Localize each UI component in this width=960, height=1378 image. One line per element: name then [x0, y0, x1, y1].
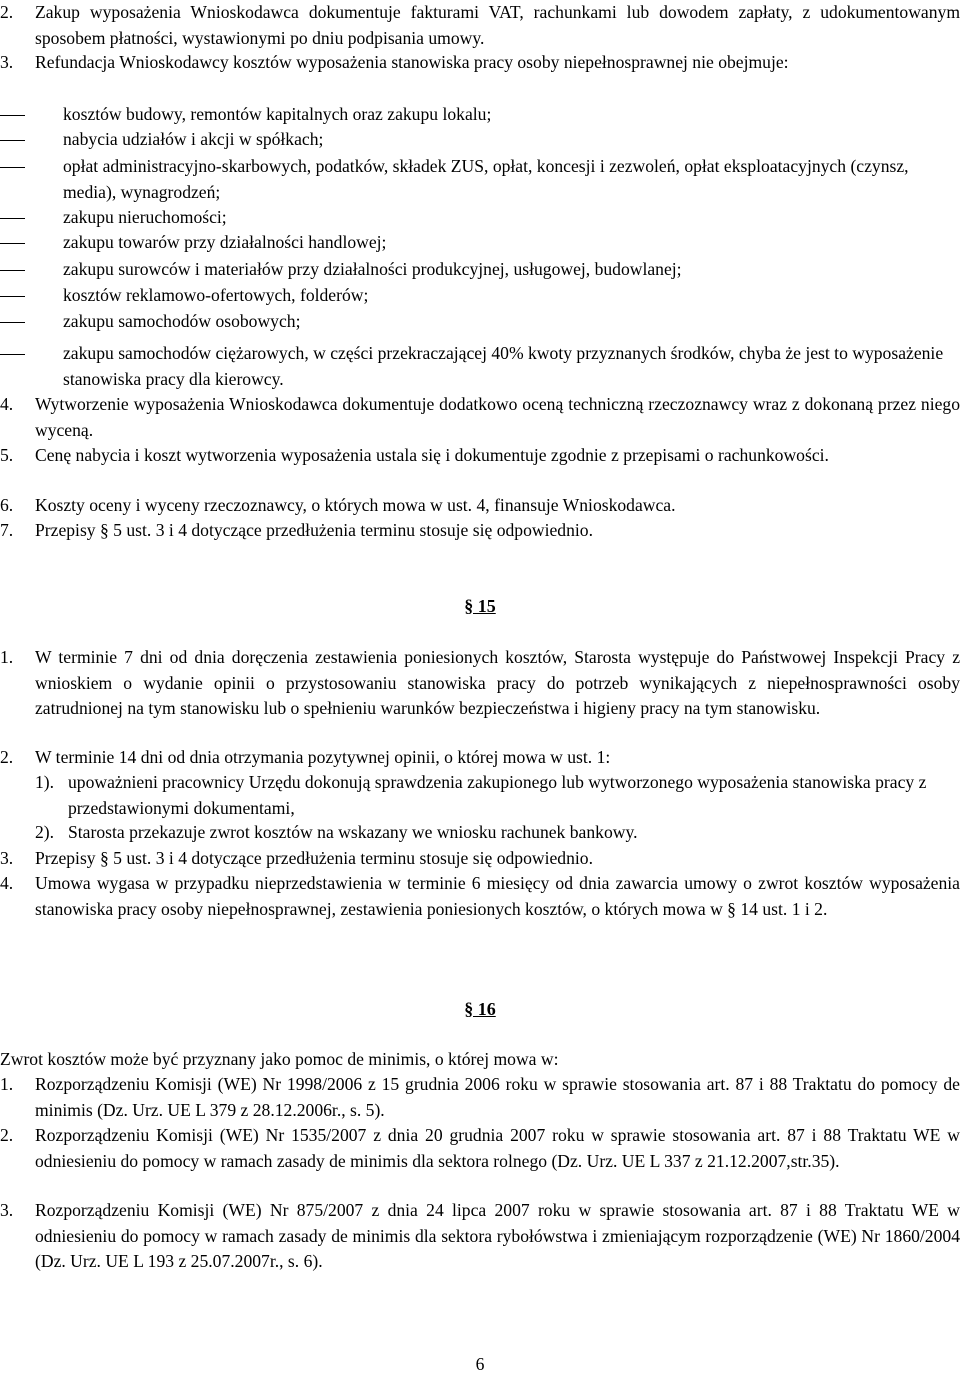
exclusion-item [0, 230, 960, 256]
list-item-2 [0, 0, 960, 51]
section15-item-1 [0, 645, 960, 722]
sub-item-text: Starosta przekazuje zwrot kosztów na wskazany we wniosku rachunek bankowy. [68, 822, 638, 842]
dash-bullet [0, 296, 25, 297]
exclusion-text: kosztów reklamowo-ofertowych, folderów; [63, 285, 369, 305]
exclusion-item [0, 309, 960, 335]
list-number: 1. [0, 1074, 14, 1094]
dash-bullet [0, 322, 25, 323]
exclusion-item [0, 127, 960, 153]
list-item-text: Rozporządzeniu Komisji (WE) Nr 1535/2007 z dnia 20 grudnia 2007 roku w sprawie stosowania art. 87 i 88 Traktatu WE w odniesieniu do pomocy w ramach zasady de minimis dla sektora rolnego (Dz. Urz. UE L 337 z 21.12.2007,str.35). [35, 1125, 960, 1171]
list-item-text: Cenę nabycia i koszt wytworzenia wyposażenia ustala się i dokumentuje zgodnie z przepisami o rachunkowości. [35, 445, 829, 465]
exclusion-text: opłat administracyjno-skarbowych, podatków, składek ZUS, opłat, koncesji i zezwoleń, opłat eksploatacyjnych (czynsz, media), wynagrodzeń; [63, 156, 909, 202]
dash-bullet [0, 115, 25, 116]
list-number: 7. [0, 520, 14, 540]
exclusion-text: zakupu towarów przy działalności handlowej; [63, 232, 387, 252]
list-item-text: Zakup wyposażenia Wnioskodawca dokumentuje fakturami VAT, rachunkami lub dowodem zapłaty, z udokumentowanym sposobem płatności, wystawionymi po dniu podpisania umowy. [35, 2, 960, 48]
list-item-text: W terminie 7 dni od dnia doręczenia zestawienia poniesionych kosztów, Starosta występuje do Państwowej Inspekcji Pracy z wnioskiem o wydanie opinii o przystosowaniu stanowiska pracy do potrzeb wynikających z niepełnosprawności osoby zatrudnionej na tym stanowisku lub o spełnieniu warunków bezpieczeństwa i higieny pracy na tym stanowisku. [35, 647, 960, 718]
section15-subitem-1 [0, 770, 960, 821]
section-heading-text: § 16 [464, 999, 496, 1019]
dash-bullet [0, 243, 25, 244]
section16-item-3 [0, 1198, 960, 1275]
list-number: 2. [0, 2, 14, 22]
intro-text: Zwrot kosztów może być przyznany jako pomoc de minimis, o której mowa w: [0, 1049, 559, 1069]
section-heading-text: § 15 [464, 596, 496, 616]
list-item-text: W terminie 14 dni od dnia otrzymania pozytywnej opinii, o której mowa w ust. 1: [35, 747, 611, 767]
dash-bullet [0, 270, 25, 271]
section15-item-4 [0, 871, 960, 922]
exclusion-text: nabycia udziałów i akcji w spółkach; [63, 129, 324, 149]
page-number: 6 [475, 1354, 485, 1374]
exclusion-text: kosztów budowy, remontów kapitalnych oraz zakupu lokalu; [63, 104, 492, 124]
sub-number: 1). [35, 772, 55, 792]
exclusion-text: zakupu samochodów ciężarowych, w części przekraczającej 40% kwoty przyznanych środków, chyba że jest to wyposażenie stanowiska pracy dla kierowcy. [63, 343, 944, 389]
list-item-7 [0, 518, 960, 544]
list-number: 3. [0, 52, 14, 72]
list-item-text: Przepisy § 5 ust. 3 i 4 dotyczące przedłużenia terminu stosuje się odpowiednio. [35, 520, 593, 540]
list-item-3 [0, 50, 960, 76]
list-item-text: Wytworzenie wyposażenia Wnioskodawca dokumentuje dodatkowo oceną techniczną rzeczoznawcy wraz z dokonaną przez niego wyceną. [35, 394, 960, 440]
section-heading-15 [0, 594, 960, 620]
exclusion-text: zakupu samochodów osobowych; [63, 311, 301, 331]
list-number: 2. [0, 747, 14, 767]
list-item-text: Umowa wygasa w przypadku nieprzedstawienia w terminie 6 miesięcy od dnia zawarcia umowy o zwrot kosztów wyposażenia stanowiska pracy osoby niepełnosprawnej, zestawienia poniesionych kosztów, o których mowa w § 14 ust. 1 i 2. [35, 873, 960, 919]
section16-item-1 [0, 1072, 960, 1123]
list-number: 2. [0, 1125, 14, 1145]
list-item-text: Refundacja Wnioskodawcy kosztów wyposażenia stanowiska pracy osoby niepełnosprawnej nie obejmuje: [35, 52, 789, 72]
list-number: 4. [0, 873, 14, 893]
exclusion-item [0, 205, 960, 231]
section15-subitem-2 [0, 820, 960, 846]
list-number: 1. [0, 647, 14, 667]
exclusion-item [0, 102, 960, 128]
exclusion-text: zakupu nieruchomości; [63, 207, 227, 227]
sub-number: 2). [35, 822, 55, 842]
exclusion-item [0, 341, 960, 392]
list-item-text: Przepisy § 5 ust. 3 i 4 dotyczące przedłużenia terminu stosuje się odpowiednio. [35, 848, 593, 868]
exclusion-item [0, 257, 960, 283]
list-item-6 [0, 493, 960, 519]
list-number: 3. [0, 1200, 14, 1220]
list-number: 5. [0, 445, 14, 465]
list-number: 6. [0, 495, 14, 515]
section15-item-3 [0, 846, 960, 872]
dash-bullet [0, 218, 25, 219]
list-item-text: Koszty oceny i wyceny rzeczoznawcy, o których mowa w ust. 4, finansuje Wnioskodawca. [35, 495, 676, 515]
dash-bullet [0, 354, 25, 355]
list-item-5 [0, 443, 960, 469]
dash-bullet [0, 140, 25, 141]
exclusion-item [0, 283, 960, 309]
exclusion-text: zakupu surowców i materiałów przy działalności produkcyjnej, usługowej, budowlanej; [63, 259, 682, 279]
list-item-text: Rozporządzeniu Komisji (WE) Nr 875/2007 z dnia 24 lipca 2007 roku w sprawie stosowania art. 87 i 88 Traktatu WE w odniesieniu do pomocy w ramach zasady de minimis dla sektora rybołówstwa i zmieniającym rozporządzenie (WE) Nr 1860/2004 (Dz. Urz. UE L 193 z 25.07.2007r., s. 6). [35, 1200, 960, 1271]
section15-item-2 [0, 745, 960, 771]
list-item-text: Rozporządzeniu Komisji (WE) Nr 1998/2006 z 15 grudnia 2006 roku w sprawie stosowania art. 87 i 88 Traktatu do pomocy de minimis (Dz. Urz. UE L 379 z 28.12.2006r., s. 5). [35, 1074, 960, 1120]
section16-item-2 [0, 1123, 960, 1174]
list-item-4 [0, 392, 960, 443]
dash-bullet [0, 167, 25, 168]
exclusion-item [0, 154, 960, 205]
section16-intro [0, 1047, 960, 1073]
sub-item-text: upoważnieni pracownicy Urzędu dokonują sprawdzenia zakupionego lub wytworzonego wyposażenia stanowiska pracy z przedstawionymi dokumentami, [68, 772, 927, 818]
list-number: 3. [0, 848, 14, 868]
section-heading-16 [0, 997, 960, 1023]
list-number: 4. [0, 394, 14, 414]
